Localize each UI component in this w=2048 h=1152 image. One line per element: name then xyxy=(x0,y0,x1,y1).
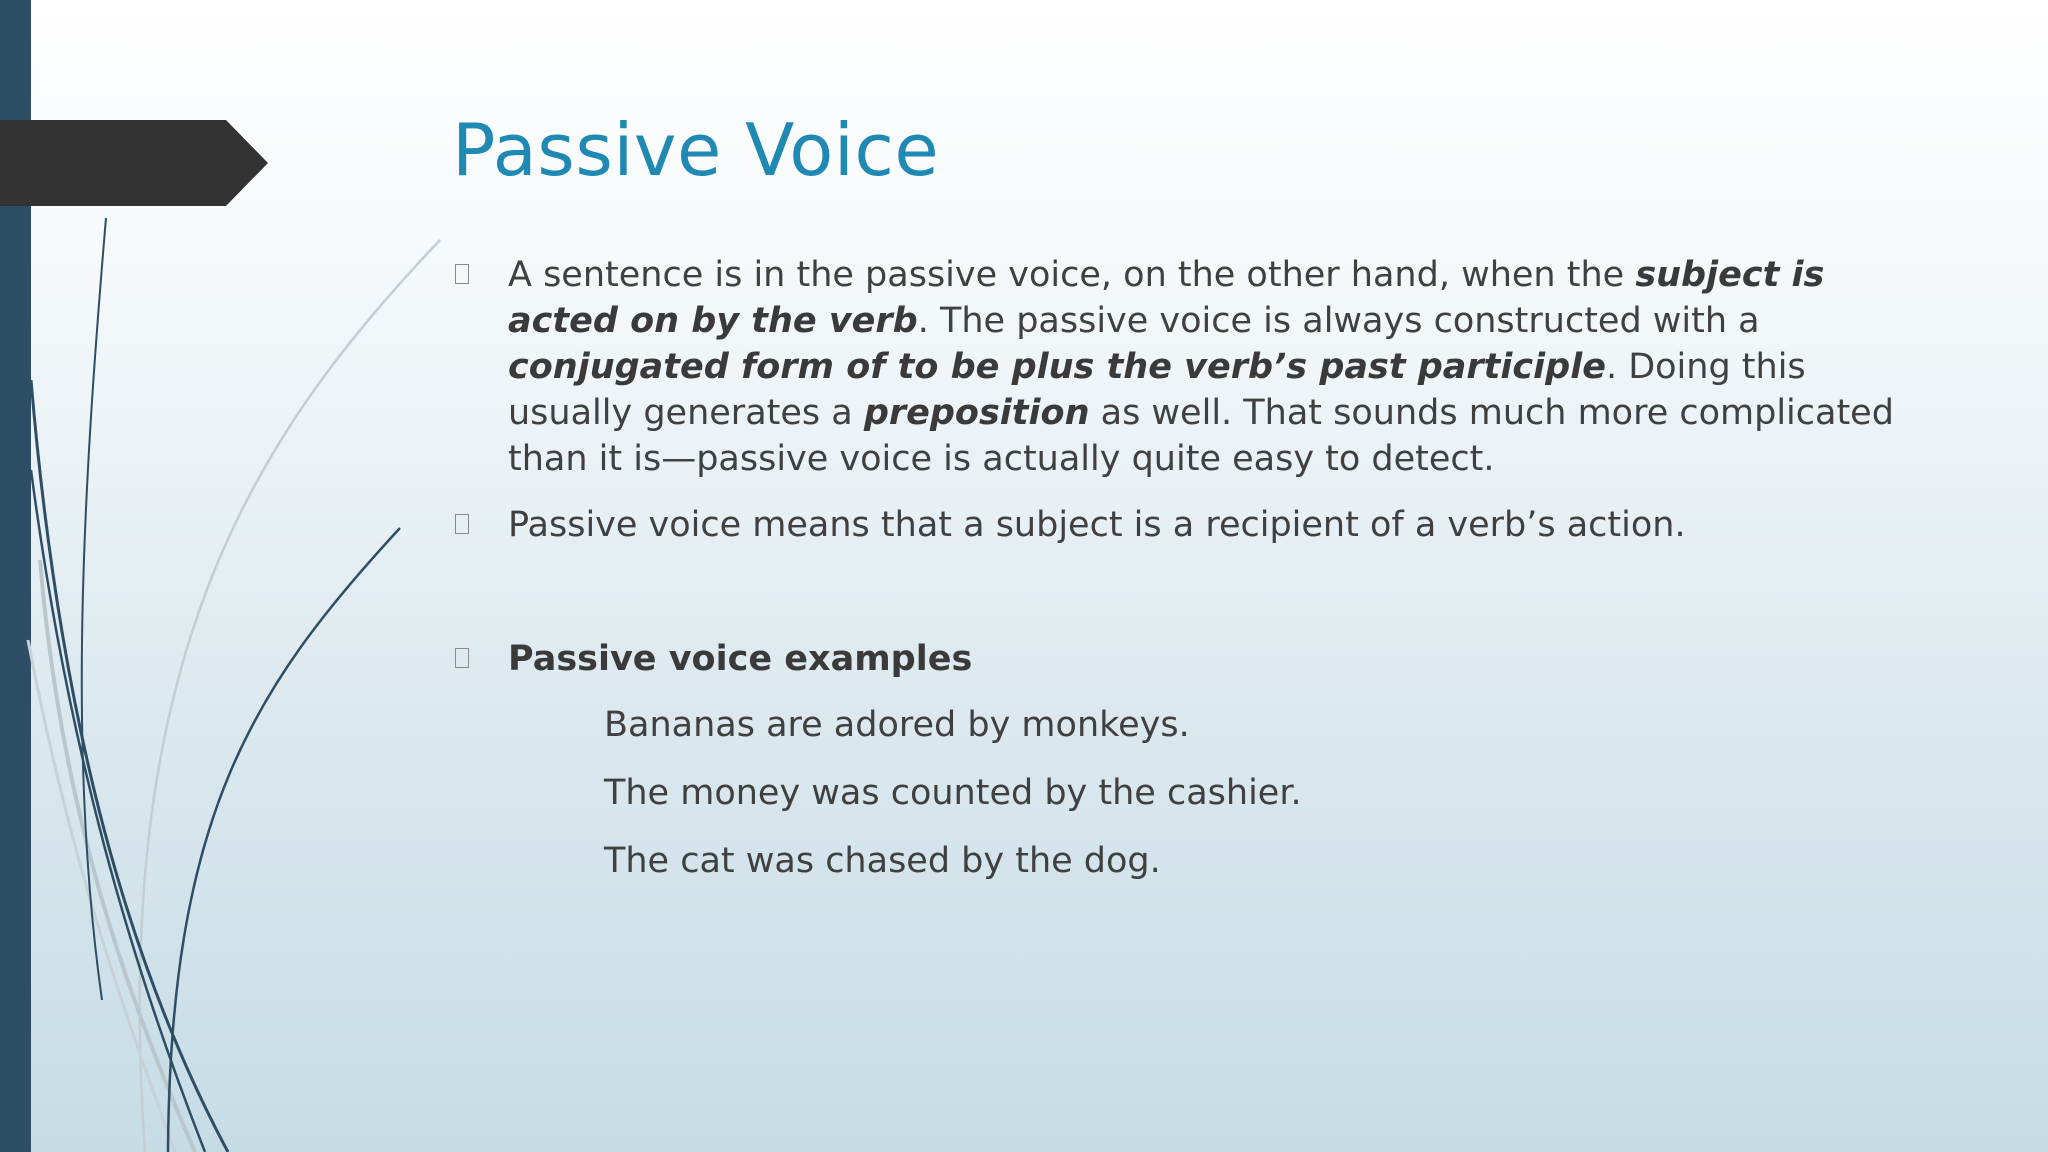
bullet-text: . Doing this usually generates a xyxy=(508,347,1806,433)
examples-heading: Passive voice examples xyxy=(508,639,973,679)
slide-body xyxy=(452,252,1922,906)
example-sentence: The money was counted by the cashier. xyxy=(604,773,1302,813)
bullet-box-icon xyxy=(455,264,469,284)
bullet-box-icon xyxy=(455,648,469,668)
bullet-text: Passive voice means that a subject is a recipient of a verb’s action. xyxy=(508,505,1686,545)
bullet-text: A sentence is in the passive voice, on the other hand, when the xyxy=(508,255,1636,295)
bullet-passive-definition xyxy=(452,252,1922,482)
bullet-emphasis: conjugated form of to be plus the verb’s past participle xyxy=(508,347,1606,387)
bullet-passive-meaning xyxy=(452,502,1922,548)
bullet-examples-heading xyxy=(452,636,1922,682)
example-sentence: The cat was chased by the dog. xyxy=(604,841,1161,881)
bullet-text: as well. That sounds much more complicated than it is—passive voice is actually quite easy to detect. xyxy=(508,393,1894,479)
bullet-emphasis: preposition xyxy=(863,393,1090,433)
slide-title: Passive Voice xyxy=(452,108,940,192)
bullet-box-icon xyxy=(455,514,469,534)
bullet-emphasis: subject is acted on by the verb xyxy=(508,255,1825,341)
bullet-text: . The passive voice is always constructed with a xyxy=(917,301,1760,341)
example-sentence: Bananas are adored by monkeys. xyxy=(604,705,1190,745)
title-tab-shape xyxy=(0,120,270,206)
